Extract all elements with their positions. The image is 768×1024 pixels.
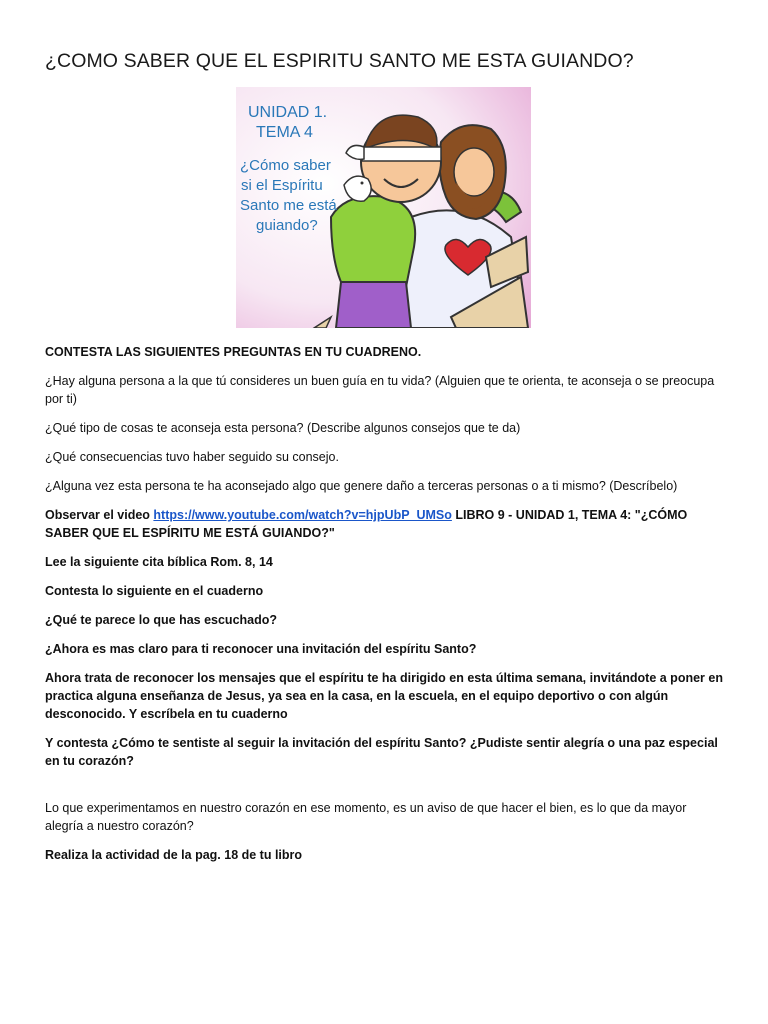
bible-reading-line: Lee la siguiente cita bíblica Rom. 8, 14 <box>45 555 273 569</box>
document-body <box>45 343 725 875</box>
instruction-heading: CONTESTA LAS SIGUIENTES PREGUNTAS EN TU CUADRENO. <box>45 345 422 359</box>
image-topic-text: TEMA 4 <box>256 124 313 141</box>
blank-spacer <box>45 781 725 799</box>
image-caption-line: guiando? <box>256 217 318 234</box>
answer-instruction: Contesta lo siguiente en el cuaderno <box>45 584 264 598</box>
paragraph-feeling: Y contesta ¿Cómo te sentiste al seguir la invitación del espíritu Santo? ¿Pudiste sentir alegría o una paz especial en tu corazón? <box>45 736 718 768</box>
image-caption-line: si el Espíritu <box>241 177 323 194</box>
document-title: ¿COMO SABER QUE EL ESPIRITU SANTO ME ESTA GUIANDO? <box>45 50 634 72</box>
video-prefix: Observar el video <box>45 508 154 522</box>
question-5: ¿Qué te parece lo que has escuchado? <box>45 613 278 627</box>
video-instruction <box>45 506 725 542</box>
video-link[interactable]: https://www.youtube.com/watch?v=hjpUbP_UMSo <box>153 508 452 522</box>
paragraph-conclusion: Lo que experimentamos en nuestro corazón en ese momento, es un aviso de que hacer el bien, es lo que da mayor alegría a nuestro corazón? <box>45 801 687 833</box>
image-caption-line: Santo me está <box>240 197 337 214</box>
question-2: ¿Qué tipo de cosas te aconseja esta persona? (Describe algunos consejos que te da) <box>45 421 521 435</box>
image-unit-text: UNIDAD 1. <box>248 104 328 121</box>
image-caption-line: ¿Cómo saber <box>240 157 331 174</box>
activity-instruction: Realiza la actividad de la pag. 18 de tu libro <box>45 848 303 862</box>
question-6: ¿Ahora es mas claro para ti reconocer una invitación del espíritu Santo? <box>45 642 477 656</box>
lesson-illustration <box>236 87 531 328</box>
question-3: ¿Qué consecuencias tuvo haber seguido su consejo. <box>45 450 339 464</box>
question-4: ¿Alguna vez esta persona te ha aconsejado algo que genere daño a terceras personas o a ti mismo? (Descríbelo) <box>45 479 678 493</box>
video-suffix: LIBRO 9 - UNIDAD 1, TEMA 4: "¿CÓMO SABER QUE EL ESPÍRITU ME ESTÁ GUIANDO?" <box>45 508 688 540</box>
paragraph-reflection: Ahora trata de reconocer los mensajes que el espíritu te ha dirigido en esta última semana, invitándote a poner en practica alguna enseñanza de Jesus, ya sea en la casa, en la escuela, en el equipo deportivo o con algún desconocido. Y escríbela en tu cuaderno <box>45 671 723 721</box>
question-1: ¿Hay alguna persona a la que tú consideres un buen guía en tu vida? (Alguien que te orienta, te aconseja o se preocupa por ti) <box>45 374 715 406</box>
